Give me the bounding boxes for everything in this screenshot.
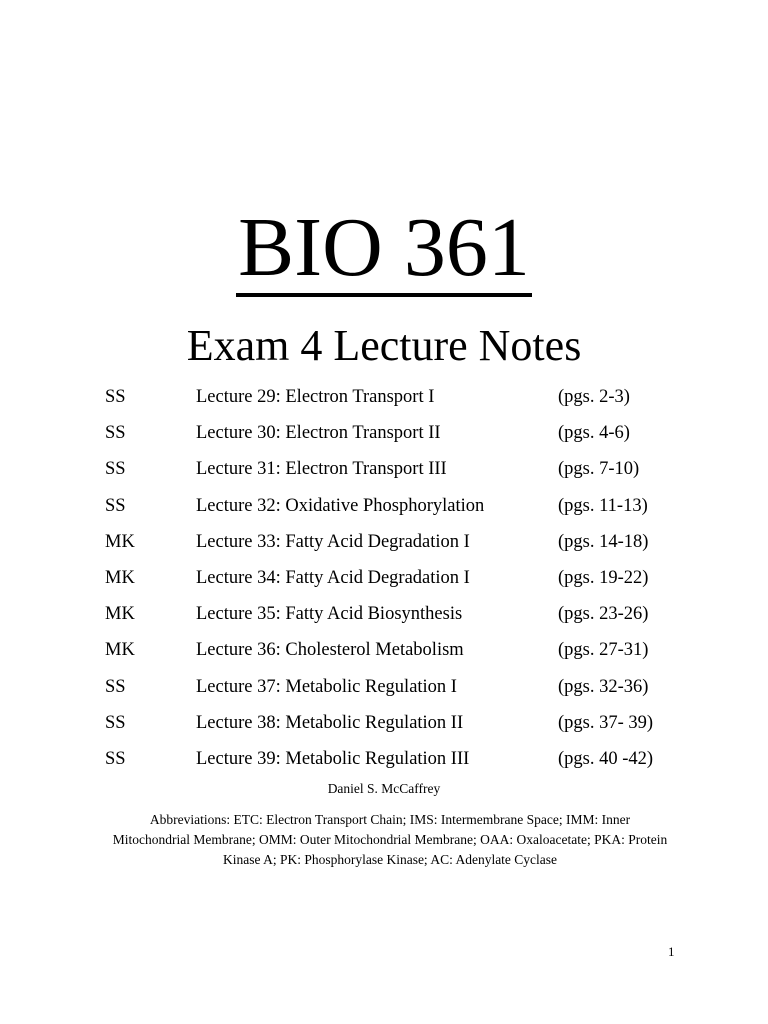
lecture-instructor: SS [105,495,126,516]
lecture-pages: (pgs. 19-22) [558,567,649,588]
lecture-row [105,490,705,526]
author-name: Daniel S. McCaffrey [327,781,441,796]
lecture-row [105,526,705,562]
lecture-instructor: MK [105,531,135,552]
lecture-instructor: SS [105,712,126,733]
lecture-row [105,417,705,453]
lecture-pages: (pgs. 37- 39) [558,712,654,733]
lecture-pages: (pgs. 23-26) [558,604,649,625]
lecture-pages: (pgs. 14-18) [558,531,649,552]
lecture-row [105,634,705,670]
lecture-title: Lecture 39: Metabolic Regulation III [196,748,470,769]
lecture-pages: (pgs. 4-6) [558,423,630,444]
lecture-title: Lecture 29: Electron Transport I [196,387,435,407]
document-subtitle: Exam 4 Lecture Notes [186,321,582,370]
lecture-instructor: SS [105,387,126,407]
lecture-pages: (pgs. 11-13) [558,495,648,516]
lecture-instructor: MK [105,604,135,625]
lecture-row [105,381,705,417]
course-title-text: BIO 361 [236,203,532,297]
lecture-instructor: MK [105,640,135,661]
lecture-row [105,598,705,634]
lecture-pages: (pgs. 7-10) [558,459,640,480]
lecture-title: Lecture 38: Metabolic Regulation II [196,712,464,733]
lecture-title: Lecture 31: Electron Transport III [196,459,447,480]
lecture-pages: (pgs. 40 -42) [558,748,654,769]
page-number: 1 [668,944,675,959]
lecture-title: Lecture 37: Metabolic Regulation I [196,676,457,697]
lecture-row [105,453,705,489]
lecture-instructor: MK [105,567,135,588]
lecture-instructor: SS [105,423,126,444]
course-title [0,196,768,300]
lecture-row [105,562,705,598]
lecture-instructor: SS [105,676,126,697]
lecture-title: Lecture 35: Fatty Acid Biosynthesis [196,604,463,625]
lecture-pages: (pgs. 32-36) [558,676,649,697]
lecture-pages: (pgs. 27-31) [558,640,649,661]
lecture-title: Lecture 34: Fatty Acid Degradation I [196,567,470,588]
lecture-row [105,671,705,707]
lecture-title: Lecture 33: Fatty Acid Degradation I [196,531,470,552]
abbreviations-note: Abbreviations: ETC: Electron Transport Chain; IMS: Intermembrane Space; IMM: Inner Mitochondrial Membrane; OMM: Outer Mitochondrial Membrane; OAA: Oxaloacetate; PKA: Protein Kinase A; PK: Phosphorylase Kinase; AC: Adenylate Cyclase [112,812,668,867]
lecture-instructor: SS [105,459,126,480]
lecture-list [105,381,705,779]
lecture-title: Lecture 36: Cholesterol Metabolism [196,640,464,661]
lecture-instructor: SS [105,748,126,769]
lecture-title: Lecture 32: Oxidative Phosphorylation [196,495,485,516]
lecture-row [105,743,705,779]
lecture-pages: (pgs. 2-3) [558,387,630,407]
lecture-title: Lecture 30: Electron Transport II [196,423,441,444]
lecture-row [105,707,705,743]
